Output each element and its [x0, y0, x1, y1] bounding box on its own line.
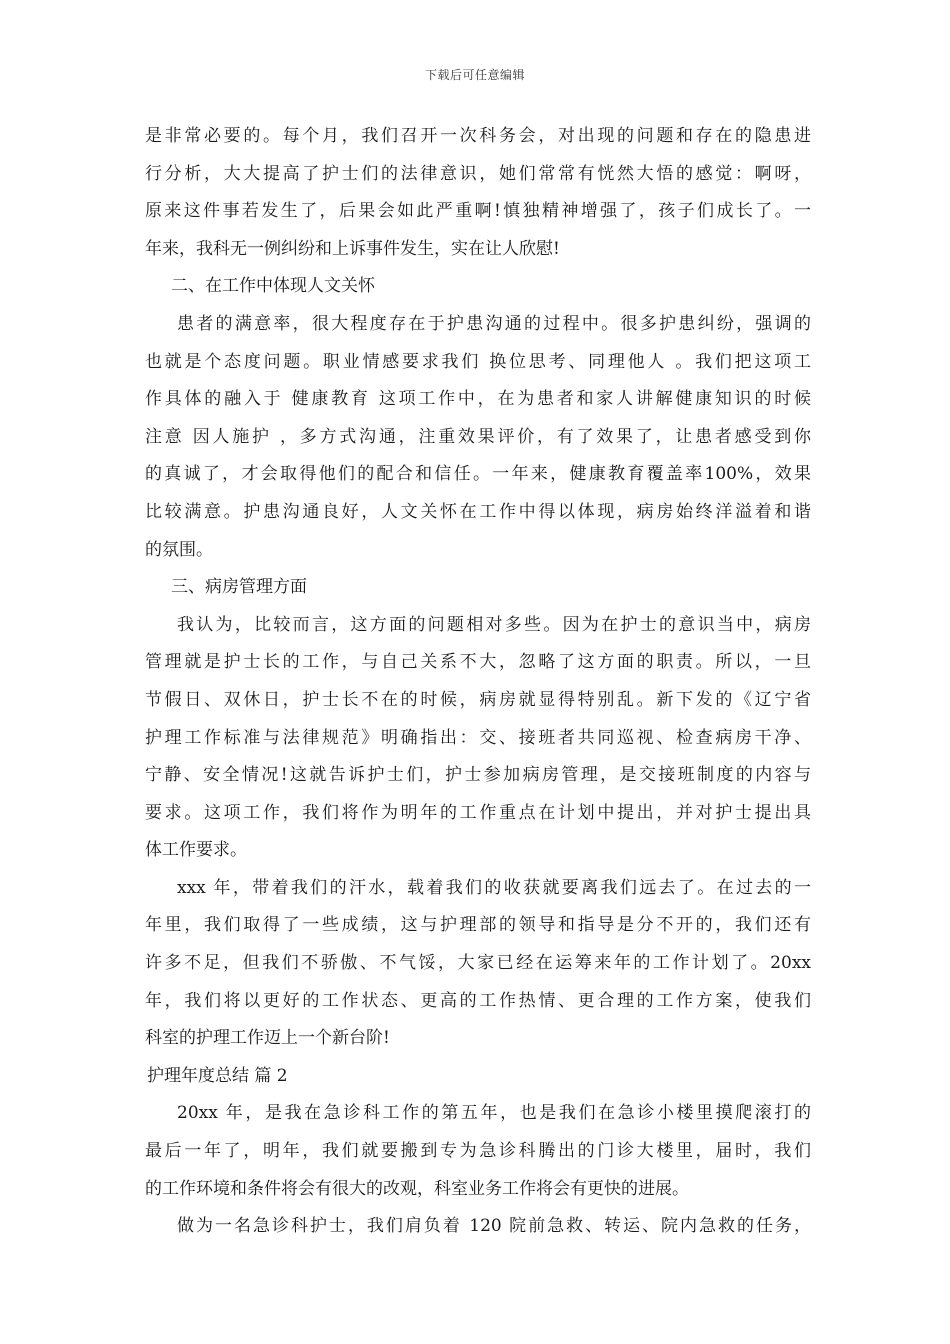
text-line: 节假日、双休日，护士长不在的时候，病房就显得特别乱。新下发的《辽宁省 [145, 689, 811, 710]
text-line: 管理就是护士长的工作，与自己关系不大，忽略了这方面的职责。所以，一旦 [145, 652, 811, 673]
text-line: 的真诚了，才会取得他们的配合和信任。一年来，健康教育覆盖率100%，效果 [145, 464, 811, 485]
page-header: 下载后可任意编辑 [424, 68, 525, 82]
text-line: 也就是个态度问题。职业情感要求我们 换位思考、同理他人 。我们把这项工 [145, 351, 811, 372]
text-line: 做为一名急诊科护士，我们肩负着 120 院前急救、转运、院内急救的任务， [177, 1216, 811, 1237]
text-line: 最后一年了，明年，我们就要搬到专为急诊科腾出的门诊大楼里，届时，我们 [145, 1141, 811, 1162]
text-line: 科室的护理工作迈上一个新台阶! [145, 1028, 390, 1049]
text-line: 患者的满意率，很大程度存在于护患沟通的过程中。很多护患纠纷，强调的 [177, 313, 811, 334]
text-line: 作具体的融入于 健康教育 这项工作中，在为患者和家人讲解健康知识的时候 [145, 389, 811, 410]
text-line: 护理工作标准与法律规范》明确指出：交、接班者共同巡视、检查病房干净、 [145, 727, 811, 748]
text-line: 比较满意。护患沟通良好，人文关怀在工作中得以体现，病房始终洋溢着和谐 [145, 501, 811, 522]
text-line: 三、病房管理方面 [171, 577, 307, 598]
text-line: 行分析，大大提高了护士们的法律意识，她们常常有恍然大悟的感觉：啊呀， [145, 163, 811, 184]
text-line: 是非常必要的。每个月，我们召开一次科务会，对出现的问题和存在的隐患进 [145, 126, 811, 146]
text-line: 我认为，比较而言，这方面的问题相对多些。因为在护士的意识当中，病房 [177, 614, 811, 635]
text-line: 年里，我们取得了一些成绩，这与护理部的领导和指导是分不开的，我们还有 [145, 915, 811, 936]
text-line: 许多不足，但我们不骄傲、不气馁，大家已经在运筹来年的工作计划了。20xx [145, 953, 811, 974]
text-line: xxx 年，带着我们的汗水，载着我们的收获就要离我们远去了。在过去的一 [177, 877, 811, 898]
text-line: 年，我们将以更好的工作状态、更高的工作热情、更合理的工作方案，使我们 [145, 990, 811, 1011]
text-line: 原来这件事若发生了，后果会如此严重啊!慎独精神增强了，孩子们成长了。一 [145, 201, 811, 222]
text-line: 的工作环境和条件将会有很大的改观，科室业务工作将会有更快的进展。 [145, 1178, 689, 1199]
text-line: 的氛围。 [145, 539, 213, 560]
text-line: 宁静、安全情况!这就告诉护士们，护士参加病房管理，是交接班制度的内容与 [145, 765, 811, 786]
text-line: 20xx 年，是我在急诊科工作的第五年，也是我们在急诊小楼里摸爬滚打的 [177, 1103, 811, 1124]
text-line: 要求。这项工作，我们将作为明年的工作重点在计划中提出，并对护士提出具 [145, 802, 811, 823]
text-line: 二、在工作中体现人文关怀 [171, 276, 375, 297]
text-line: 注意 因人施护 ，多方式沟通，注重效果评价，有了效果了，让患者感受到你 [145, 426, 811, 447]
text-line: 体工作要求。 [145, 840, 247, 861]
document-body [145, 118, 811, 1246]
text-line: 护理年度总结 篇 2 [147, 1065, 288, 1086]
text-line: 年来，我科无一例纠纷和上诉事件发生，实在让人欣慰! [145, 238, 560, 259]
